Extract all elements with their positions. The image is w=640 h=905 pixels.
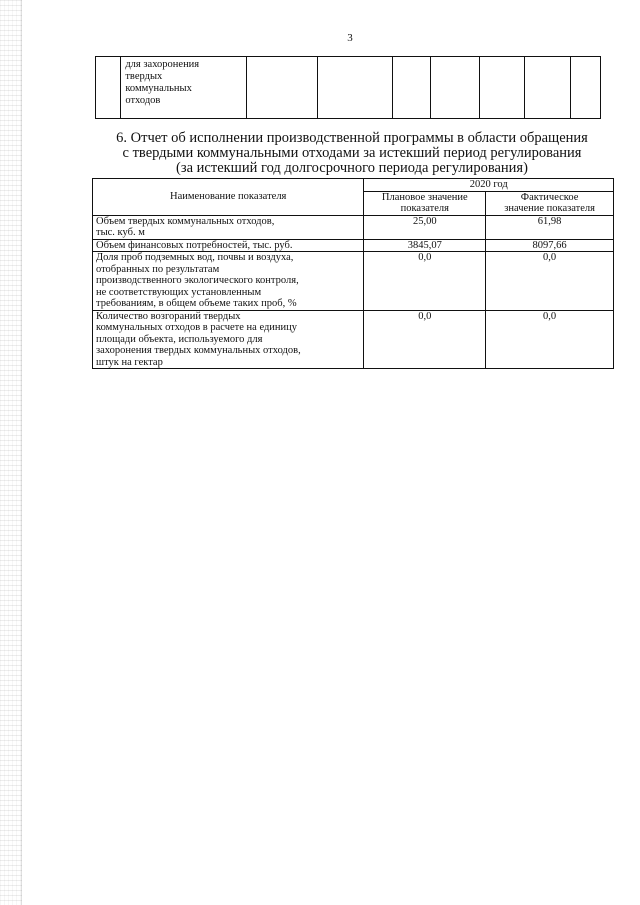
row-planned-value: 25,00 xyxy=(364,215,486,239)
row-name: Доля проб подземных вод, почвы и воздуха, отобранных по результатам производственного экологического контроля, не соответствующих установленным требованиям, в общем объеме таких проб, % xyxy=(93,252,364,311)
row-actual-value: 61,98 xyxy=(486,215,614,239)
row-name: Количество возгораний твердых коммунальных отходов в расчете на единицу площади объекта, используемого для захоронения твердых коммунальных отходов, штук на гектар xyxy=(93,310,364,369)
continuation-table xyxy=(95,56,601,119)
row-name: Объем финансовых потребностей, тыс. руб. xyxy=(93,239,364,252)
table-row xyxy=(93,252,614,311)
table-cell xyxy=(96,57,121,119)
table-row xyxy=(93,239,614,252)
table-cell xyxy=(318,57,393,119)
row-planned-value: 0,0 xyxy=(364,310,486,369)
row-actual-value: 0,0 xyxy=(486,310,614,369)
table-cell xyxy=(393,57,431,119)
continuation-label-cell: для захоронения твердых коммунальных отходов xyxy=(121,57,247,119)
scan-edge-artifact xyxy=(0,0,22,905)
header-actual: Фактическое значение показателя xyxy=(486,191,614,215)
table-cell xyxy=(524,57,570,119)
row-planned-value: 3845,07 xyxy=(364,239,486,252)
header-year: 2020 год xyxy=(364,179,614,192)
row-planned-value: 0,0 xyxy=(364,252,486,311)
header-indicator-name: Наименование показателя xyxy=(93,179,364,216)
report-table xyxy=(92,178,614,369)
page-number: 3 xyxy=(347,32,353,44)
header-planned: Плановое значение показателя xyxy=(364,191,486,215)
table-cell xyxy=(570,57,600,119)
table-cell xyxy=(480,57,525,119)
table-cell xyxy=(430,57,480,119)
row-actual-value: 0,0 xyxy=(486,252,614,311)
row-name: Объем твердых коммунальных отходов, тыс. куб. м xyxy=(93,215,364,239)
scan-edge-line xyxy=(21,0,22,905)
table-row xyxy=(93,310,614,369)
table-cell xyxy=(247,57,318,119)
section-title: 6. Отчет об исполнении производственной программы в области обращения с твердыми коммунальными отходами за истекший период регулирования (за истекший год долгосрочного периода регулирования) xyxy=(116,130,588,176)
table-row xyxy=(93,215,614,239)
row-actual-value: 8097,66 xyxy=(486,239,614,252)
